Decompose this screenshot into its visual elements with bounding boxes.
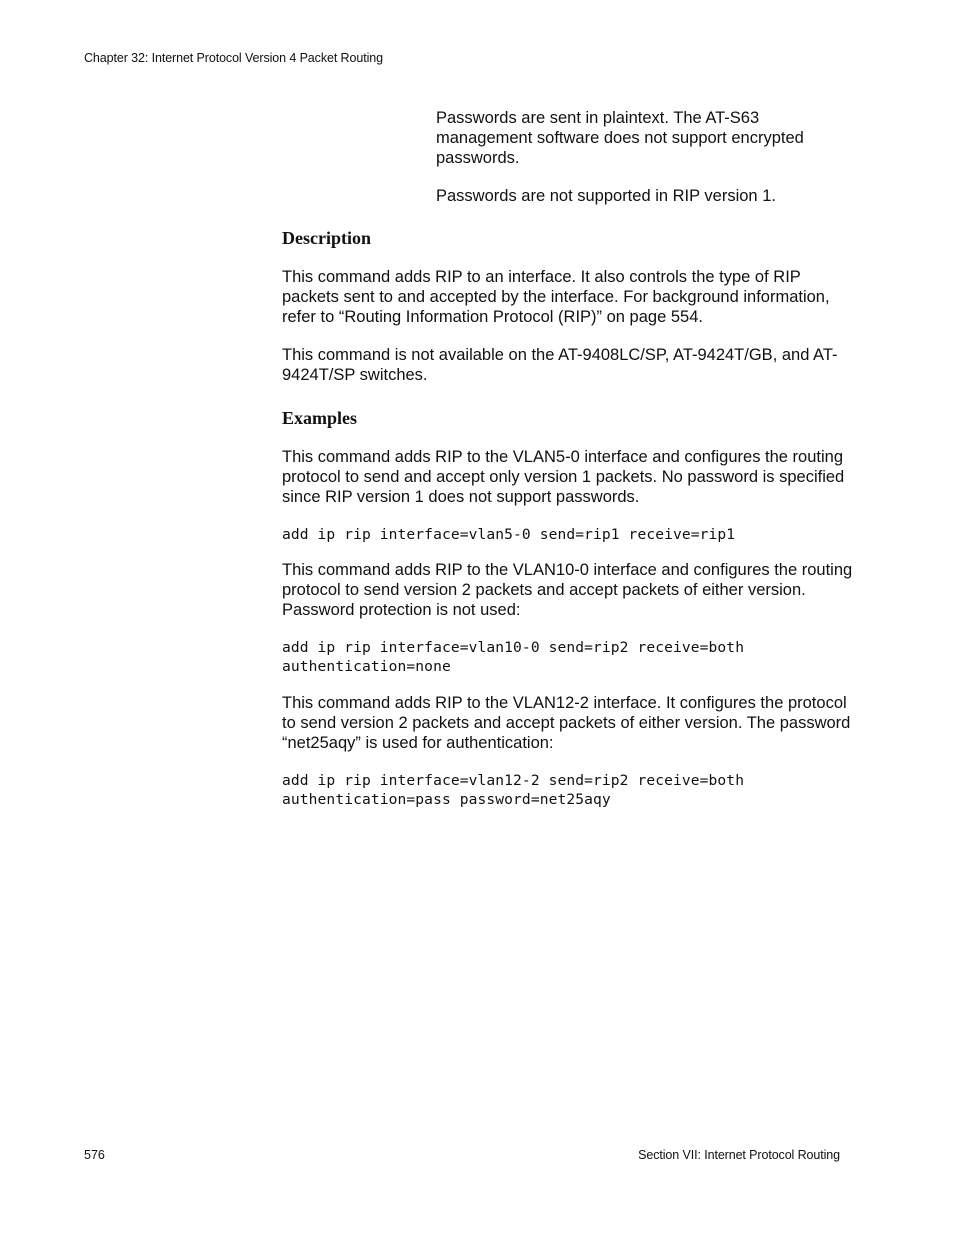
page-number: 576 bbox=[84, 1148, 105, 1162]
example-3-text: This command adds RIP to the VLAN12-2 interface. It configures the protocol to send version 2 packets and accept packets of either version. The password “net25aqy” is used for authentication: bbox=[282, 694, 851, 753]
intro-plaintext-paragraph: Passwords are sent in plaintext. The AT-S63 management software does not support encrypted passwords. bbox=[436, 109, 804, 168]
example-1-text: This command adds RIP to the VLAN5-0 interface and configures the routing protocol to send and accept only version 1 packets. No password is specified since RIP version 1 does not support passwords. bbox=[282, 448, 845, 507]
description-paragraph-1: This command adds RIP to an interface. It also controls the type of RIP packets sent to and accepted by the interface. For background information, refer to “Routing Information Protocol (RIP)” on page 554. bbox=[282, 268, 830, 327]
example-2-code: add ip rip interface=vlan10-0 send=rip2 receive=both authentication=none bbox=[282, 639, 745, 675]
example-3-code: add ip rip interface=vlan12-2 send=rip2 receive=both authentication=pass password=net25aqy bbox=[282, 772, 745, 808]
intro-rip1-paragraph: Passwords are not supported in RIP version 1. bbox=[436, 187, 776, 205]
running-header: Chapter 32: Internet Protocol Version 4 Packet Routing bbox=[84, 51, 383, 65]
examples-heading: Examples bbox=[282, 408, 358, 428]
section-footer: Section VII: Internet Protocol Routing bbox=[638, 1148, 840, 1162]
example-2-text: This command adds RIP to the VLAN10-0 interface and configures the routing protocol to send version 2 packets and accept packets of either version. Password protection is not used: bbox=[282, 561, 853, 620]
description-paragraph-2: This command is not available on the AT-9408LC/SP, AT-9424T/GB, and AT-9424T/SP switches. bbox=[282, 346, 838, 385]
description-heading: Description bbox=[282, 228, 371, 248]
example-1-code: add ip rip interface=vlan5-0 send=rip1 receive=rip1 bbox=[282, 526, 736, 543]
